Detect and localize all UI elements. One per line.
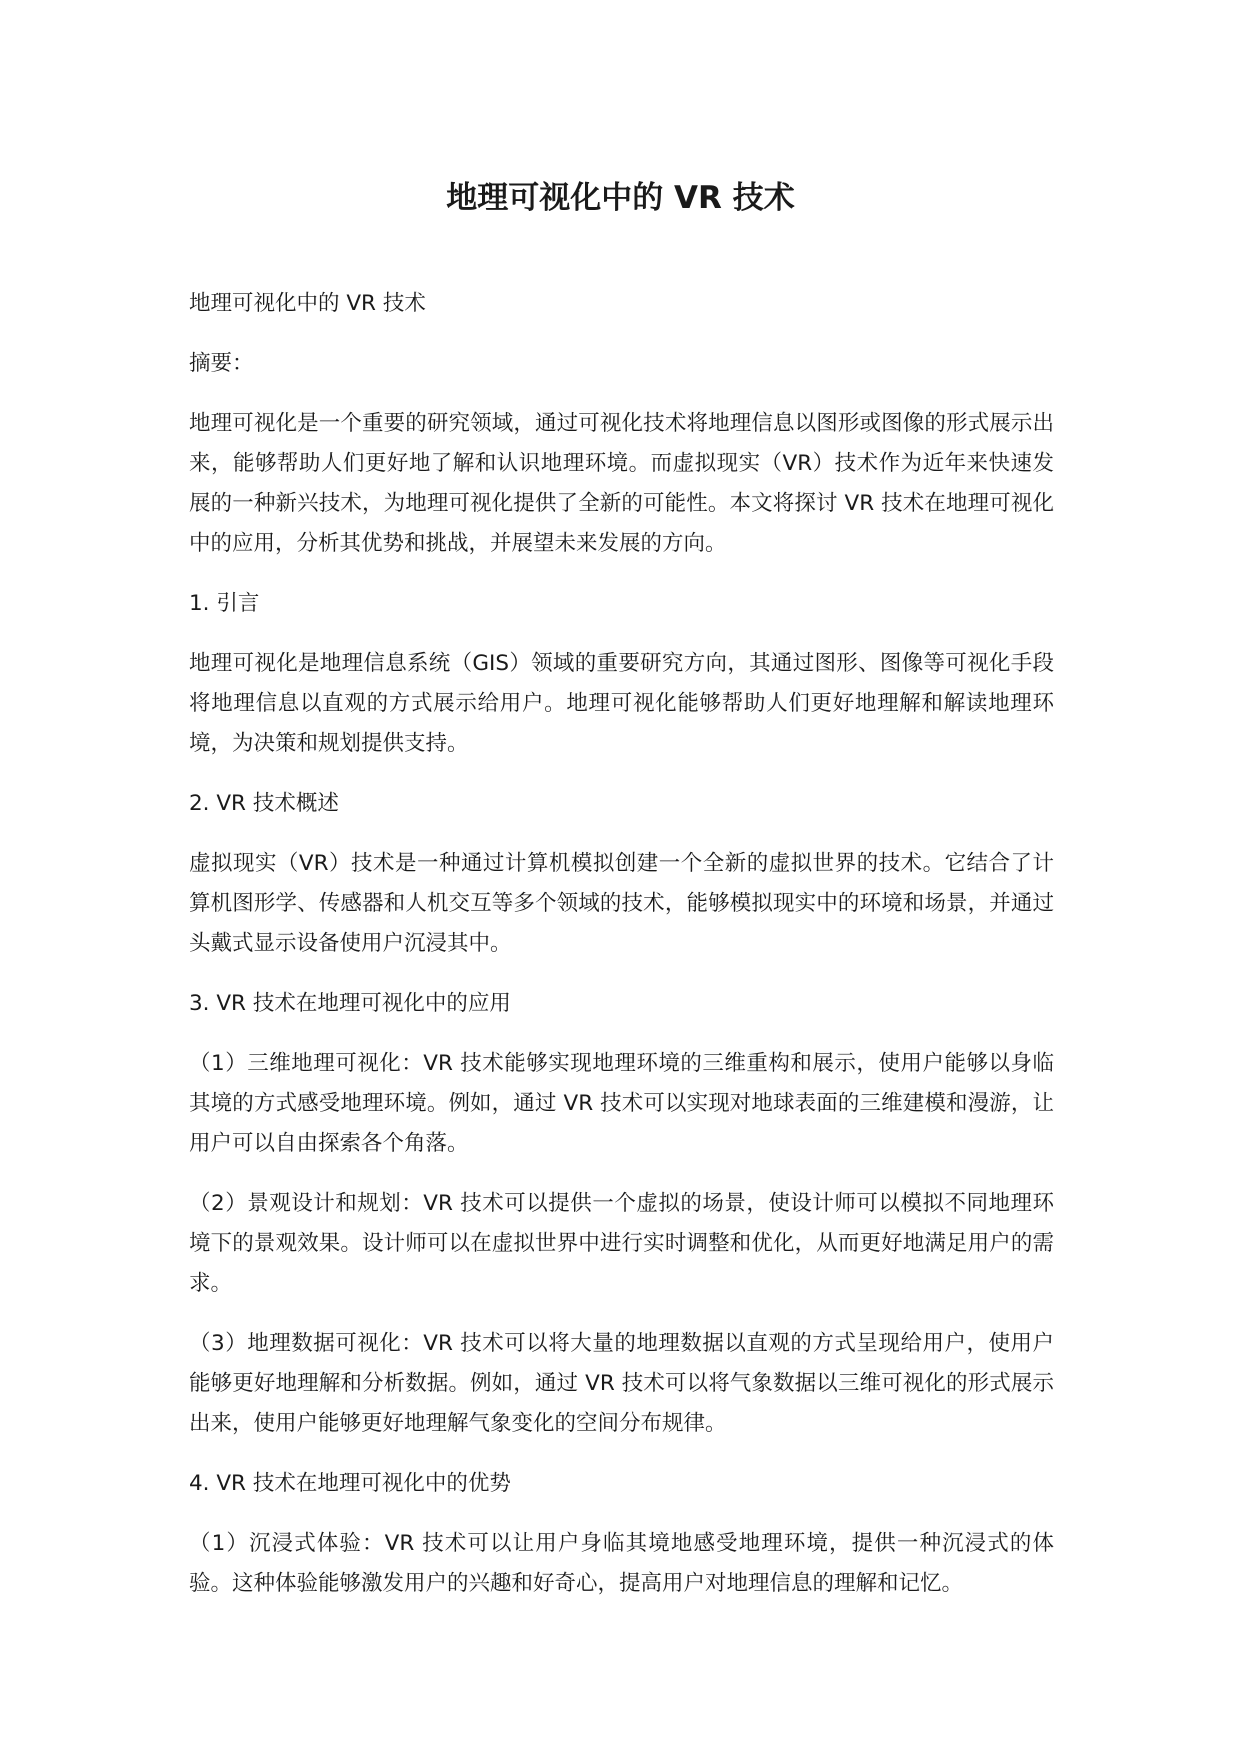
introduction-paragraph: 地理可视化是地理信息系统（GIS）领域的重要研究方向，其通过图形、图像等可视化手段将地理信息以直观的方式展示给用户。地理可视化能够帮助人们更好地理解和解读地理环境，为决策和规划提供支持。 [189, 651, 1054, 756]
section-heading-advantages: 4. VR 技术在地理可视化中的优势 [189, 1471, 511, 1496]
application-item-2: （2）景观设计和规划：VR 技术可以提供一个虚拟的场景，使设计师可以模拟不同地理环境下的景观效果。设计师可以在虚拟世界中进行实时调整和优化，从而更好地满足用户的需求。 [189, 1191, 1054, 1296]
subtitle-line: 地理可视化中的 VR 技术 [189, 291, 426, 316]
document-title: 地理可视化中的 VR 技术 [446, 180, 795, 216]
advantage-item-1: （1）沉浸式体验：VR 技术可以让用户身临其境地感受地理环境，提供一种沉浸式的体验。这种体验能够激发用户的兴趣和好奇心，提高用户对地理信息的理解和记忆。 [189, 1531, 1054, 1596]
section-heading-applications: 3. VR 技术在地理可视化中的应用 [189, 991, 511, 1016]
application-item-3: （3）地理数据可视化：VR 技术可以将大量的地理数据以直观的方式呈现给用户，使用户能够更好地理解和分析数据。例如，通过 VR 技术可以将气象数据以三维可视化的形式展示出来，使用户能够更好地理解气象变化的空间分布规律。 [189, 1331, 1054, 1436]
application-item-1: （1）三维地理可视化：VR 技术能够实现地理环境的三维重构和展示，使用户能够以身临其境的方式感受地理环境。例如，通过 VR 技术可以实现对地球表面的三维建模和漫游，让用户可以自由探索各个角落。 [189, 1051, 1054, 1156]
vr-overview-paragraph: 虚拟现实（VR）技术是一种通过计算机模拟创建一个全新的虚拟世界的技术。它结合了计算机图形学、传感器和人机交互等多个领域的技术，能够模拟现实中的环境和场景，并通过头戴式显示设备使用户沉浸其中。 [189, 851, 1054, 956]
section-heading-vr-overview: 2. VR 技术概述 [189, 791, 339, 816]
abstract-label: 摘要： [189, 351, 254, 376]
section-heading-introduction: 1. 引言 [189, 591, 260, 616]
abstract-paragraph: 地理可视化是一个重要的研究领域，通过可视化技术将地理信息以图形或图像的形式展示出来，能够帮助人们更好地了解和认识地理环境。而虚拟现实（VR）技术作为近年来快速发展的一种新兴技术，为地理可视化提供了全新的可能性。本文将探讨 VR 技术在地理可视化中的应用，分析其优势和挑战，并展望未来发展的方向。 [189, 411, 1054, 556]
document-body [189, 284, 1054, 1624]
